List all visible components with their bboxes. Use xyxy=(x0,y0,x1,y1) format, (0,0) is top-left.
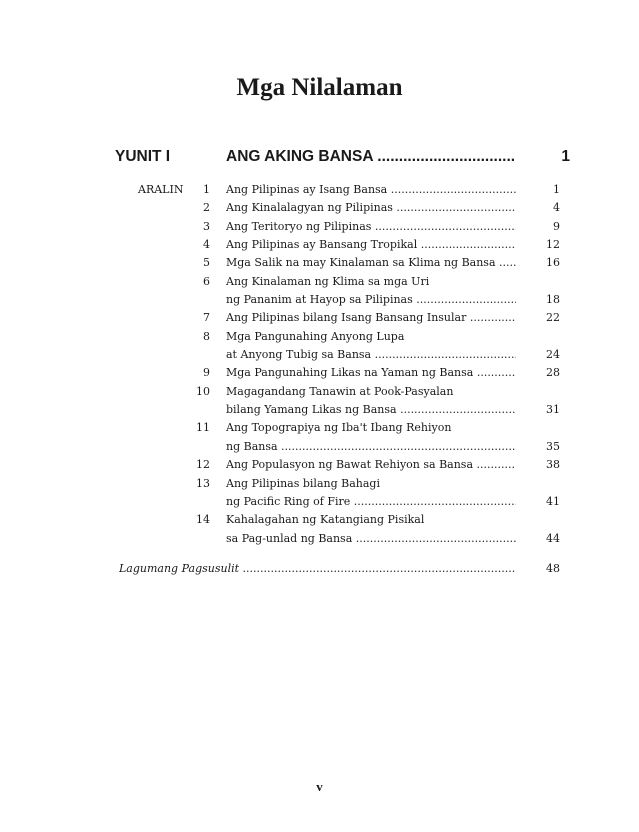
unit-label: YUNIT I xyxy=(115,148,171,165)
lesson-number: 2 xyxy=(203,201,210,215)
toc-row[interactable] xyxy=(0,438,639,456)
toc-row[interactable] xyxy=(0,456,639,474)
lesson-number: 3 xyxy=(203,219,210,233)
toc-row[interactable] xyxy=(0,493,639,511)
lesson-title: at Anyong Tubig sa Bansa ..... xyxy=(226,346,516,364)
lesson-title: Ang Pilipinas ay Bansang Tropikal ..... xyxy=(226,236,516,254)
page-number: 31 xyxy=(546,403,560,417)
lesson-title: Ang Topograpiya ng Iba't Ibang Rehiyon xyxy=(226,421,452,435)
toc-row[interactable] xyxy=(0,328,639,346)
page-number: 1 xyxy=(553,183,560,196)
lesson-number: 7 xyxy=(203,311,210,325)
unit-page-number: 1 xyxy=(561,148,570,165)
lesson-number: 1 xyxy=(203,183,210,196)
page-number: 22 xyxy=(546,311,560,325)
toc-row[interactable] xyxy=(0,346,639,364)
lesson-title: ng Pacific Ring of Fire ..... xyxy=(226,493,516,511)
lesson-title: Ang Kinalaman ng Klima sa mga Uri xyxy=(226,274,430,288)
footer-page-number: v xyxy=(316,779,323,794)
lesson-title: Ang Pilipinas bilang Bahagi xyxy=(226,476,380,490)
page-number: 24 xyxy=(546,348,560,362)
page-number: 28 xyxy=(546,366,560,380)
lesson-number: 9 xyxy=(203,366,210,380)
lesson-number: 12 xyxy=(196,458,210,472)
lesson-number: 4 xyxy=(203,238,210,252)
lesson-number: 8 xyxy=(203,329,210,343)
toc-row[interactable] xyxy=(0,199,639,217)
lesson-number: 13 xyxy=(196,476,210,490)
toc-row[interactable] xyxy=(0,419,639,437)
toc-row[interactable] xyxy=(0,364,639,382)
toc-row[interactable] xyxy=(0,181,639,199)
lesson-title: Ang Populasyon ng Bawat Rehiyon sa Bansa ..... xyxy=(226,456,516,474)
page-number: 9 xyxy=(553,219,560,233)
page-title: Mga Nilalaman xyxy=(236,74,403,101)
lesson-title: Mga Pangunahing Likas na Yaman ng Bansa ..... xyxy=(226,364,516,382)
appendix-row[interactable] xyxy=(0,560,639,578)
page-number: 35 xyxy=(546,439,560,453)
toc-row[interactable] xyxy=(0,218,639,236)
page-number: 44 xyxy=(546,531,560,545)
lesson-title: Mga Salik na may Kinalaman sa Klima ng Bansa ..... xyxy=(226,254,516,272)
page-number: 4 xyxy=(553,201,560,215)
toc-row[interactable] xyxy=(0,383,639,401)
lesson-number: 6 xyxy=(203,274,210,288)
toc-row[interactable] xyxy=(0,511,639,529)
lesson-title: Ang Teritoryo ng Pilipinas ..... xyxy=(226,218,516,236)
lesson-title: ng Bansa ..... xyxy=(226,438,516,456)
toc-row[interactable] xyxy=(0,530,639,548)
page-number: 18 xyxy=(546,293,560,307)
lesson-title: Mga Pangunahing Anyong Lupa xyxy=(226,329,405,343)
lesson-title: ng Pananim at Hayop sa Pilipinas ..... xyxy=(226,291,516,309)
page-number: 38 xyxy=(546,458,560,472)
unit-title: ANG AKING BANSA ................................ xyxy=(226,148,516,165)
lesson-title: Ang Pilipinas bilang Isang Bansang Insular ..... xyxy=(226,309,516,327)
lesson-title: sa Pag-unlad ng Bansa ..... xyxy=(226,530,516,548)
lesson-title: Ang Kinalalagyan ng Pilipinas ..... xyxy=(226,199,516,217)
toc-row[interactable] xyxy=(0,254,639,272)
appendix-page-number: 48 xyxy=(546,562,560,575)
lesson-number: 10 xyxy=(196,384,210,398)
lesson-title: Magagandang Tanawin at Pook-Pasyalan xyxy=(226,384,454,398)
page-number: 12 xyxy=(546,238,560,252)
toc-row[interactable] xyxy=(0,401,639,419)
aralin-label: ARALIN xyxy=(138,183,184,196)
toc-row[interactable] xyxy=(0,475,639,493)
lesson-number: 11 xyxy=(196,421,210,435)
page-number: 41 xyxy=(546,494,560,508)
lesson-number: 14 xyxy=(196,513,210,527)
table-of-contents xyxy=(0,181,639,548)
toc-row[interactable] xyxy=(0,291,639,309)
lesson-title: Ang Pilipinas ay Isang Bansa ..... xyxy=(226,181,516,199)
toc-row[interactable] xyxy=(0,309,639,327)
lesson-number: 5 xyxy=(203,256,210,270)
toc-row[interactable] xyxy=(0,236,639,254)
appendix-title: Lagumang Pagsusulit ..... xyxy=(119,560,516,578)
lesson-title: bilang Yamang Likas ng Bansa ..... xyxy=(226,401,516,419)
lesson-title: Kahalagahan ng Katangiang Pisikal xyxy=(226,513,425,527)
toc-row[interactable] xyxy=(0,273,639,291)
page-number: 16 xyxy=(546,256,560,270)
